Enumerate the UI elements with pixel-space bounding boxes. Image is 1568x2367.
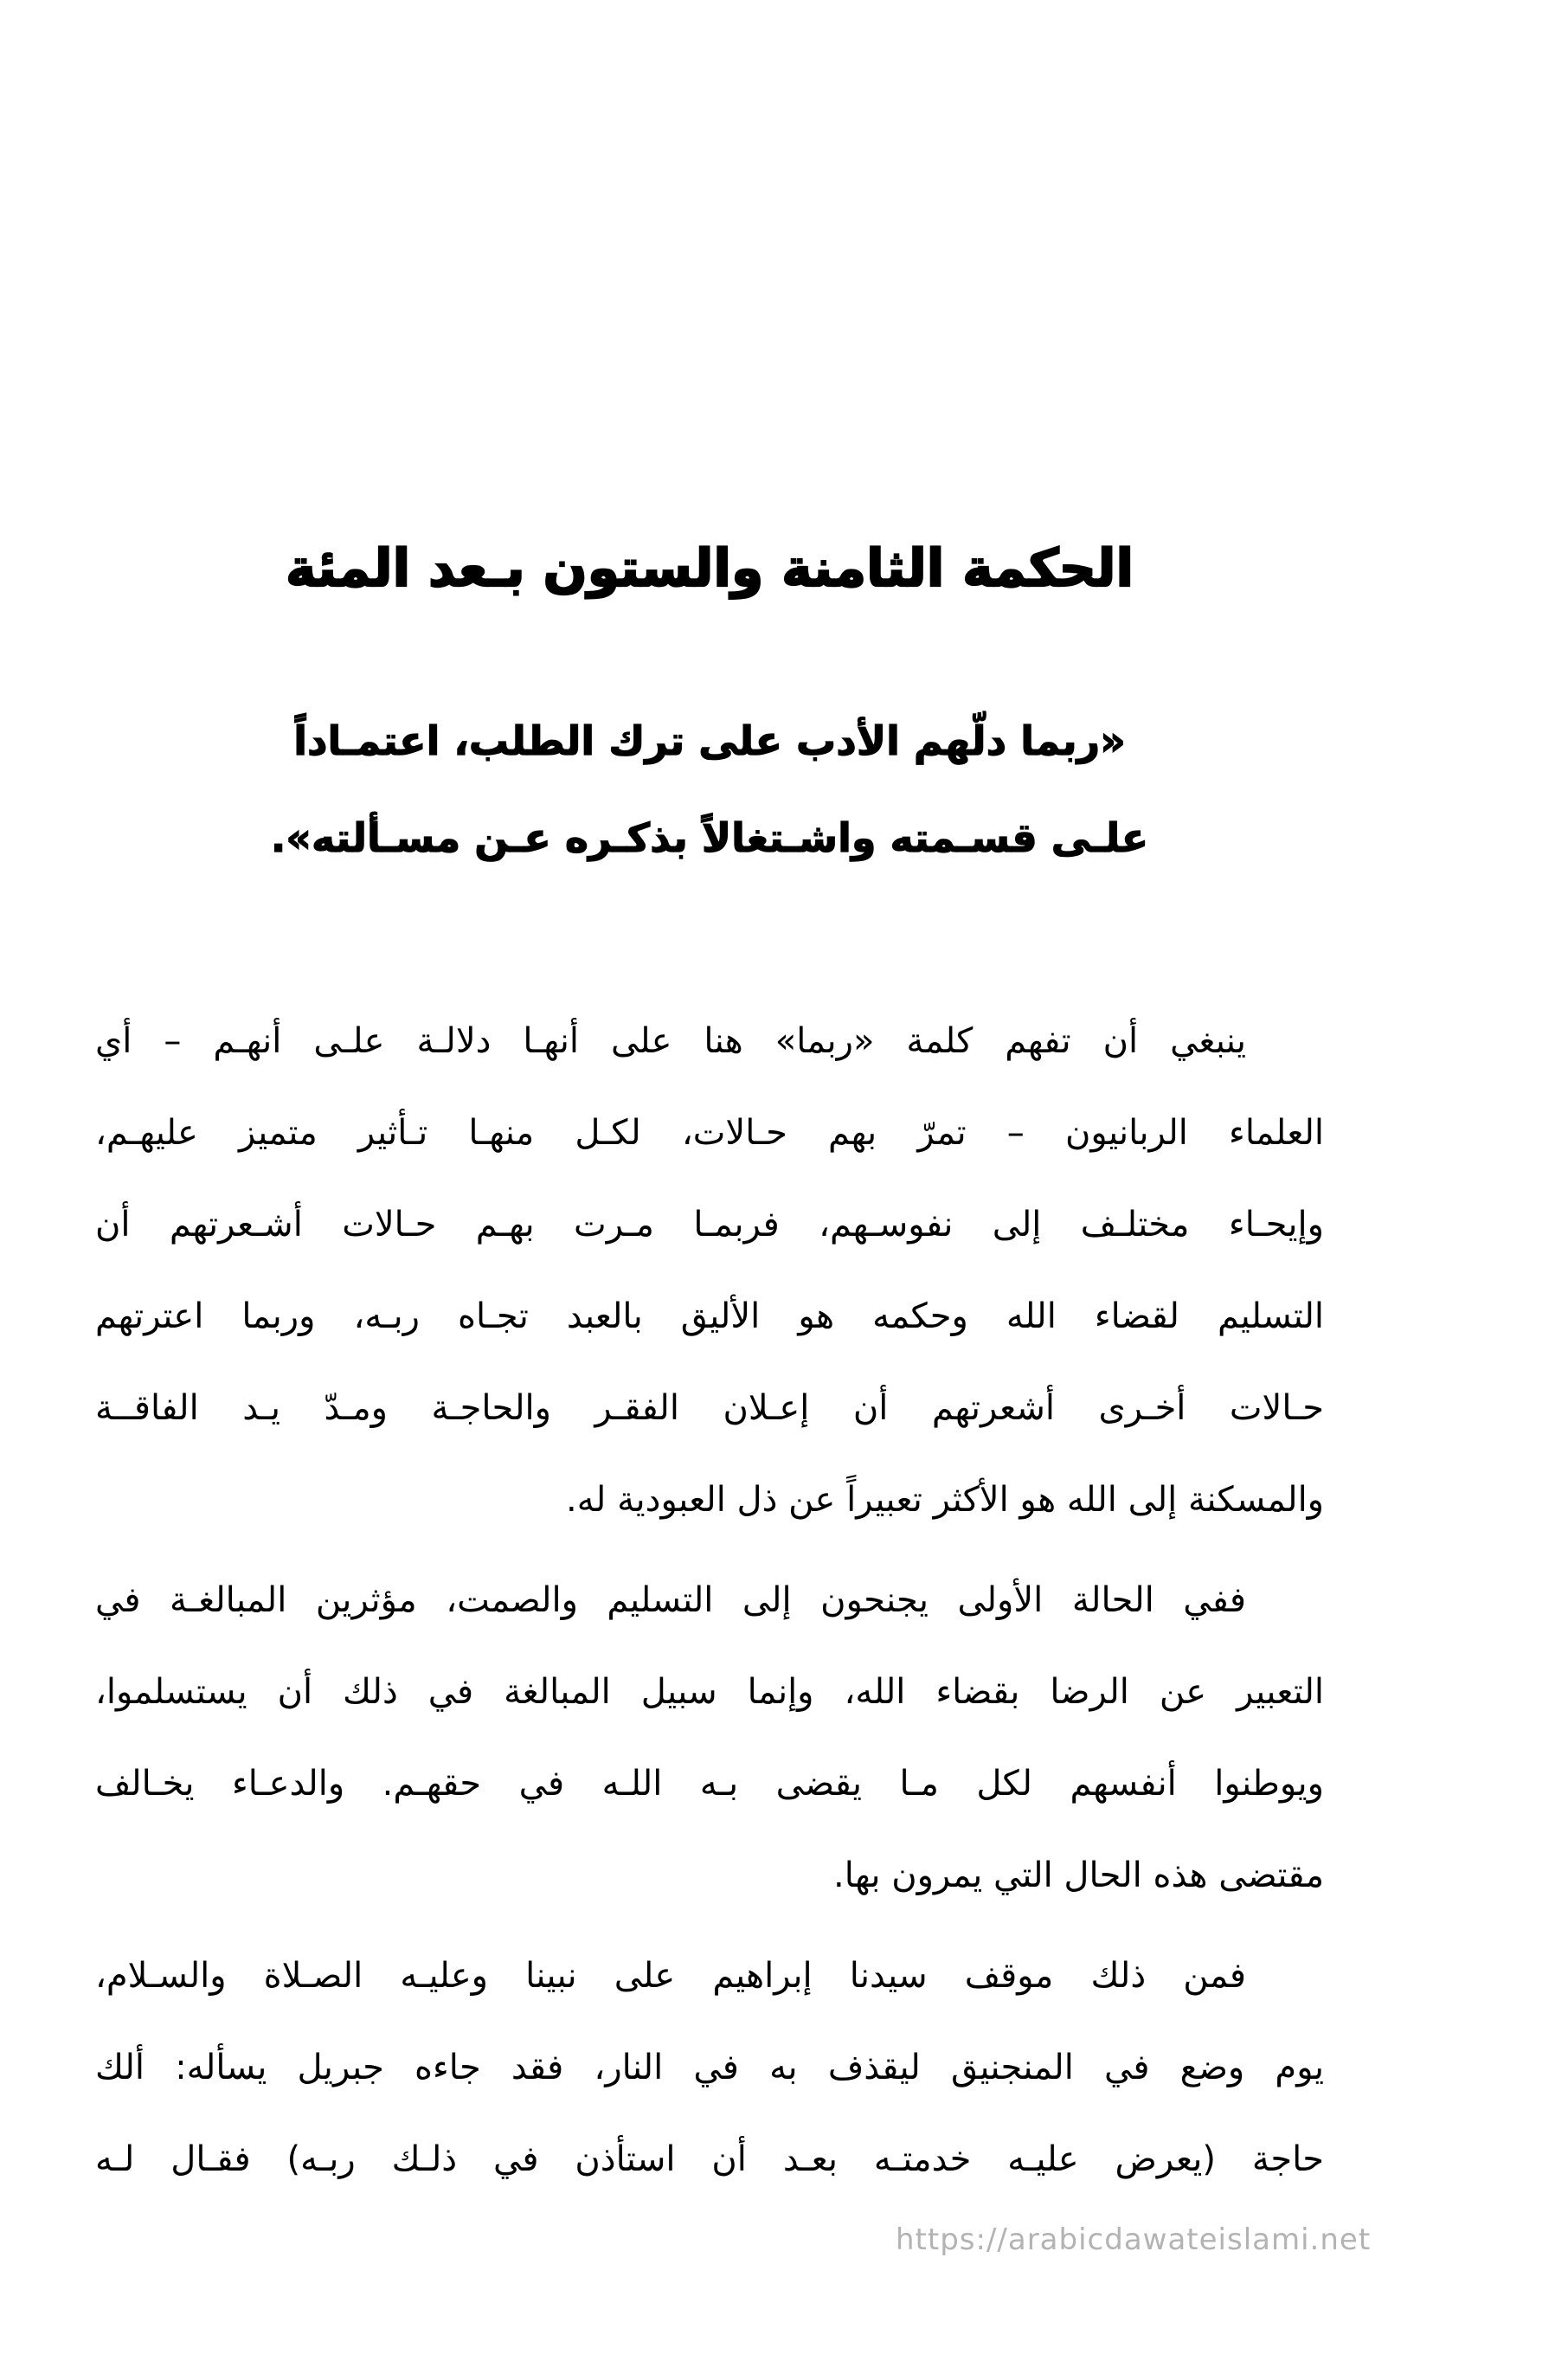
chapter-title: الحكمة الثامنة والستون بـعد المئة xyxy=(285,538,1134,599)
body-line: يوم وضع في المنجنيق ليقذف به في النار، فقد جاءه جبريل يسأله: ألك xyxy=(95,2048,1324,2087)
body-paragraph xyxy=(95,1554,1324,1921)
body-line: ويوطنوا أنفسهم لكل مـا يقضى بـه اللـه في حقهـم. والدعـاء يخـالف xyxy=(95,1764,1324,1804)
body-line: التسليم لقضاء الله وحكمه هو الأليق بالعبد تجـاه ربـه، وربما اعترتهم xyxy=(95,1296,1324,1336)
body-line: وإيحـاء مختلـف إلى نفوسـهم، فربمـا مـرت بهـم حـالات أشـعرتهم أن xyxy=(95,1205,1324,1245)
body-line: والمسكنة إلى الله هو الأكثر تعبيراً عن ذل العبودية له. xyxy=(566,1480,1324,1520)
body-line: مقتضى هذه الحال التي يمرون بها. xyxy=(833,1856,1324,1895)
body-text xyxy=(95,995,1324,2214)
quote-line: علـى قسـمته واشـتغالاً بذكـره عـن مسـألته». xyxy=(270,814,1149,861)
body-line: حـالات أخـرى أشعرتهم أن إعـلان الفقـر والحاجـة ومـدّ يـد الفاقــة xyxy=(95,1388,1324,1428)
body-line: ينبغي أن تفهم كلمة «ربما» هنا على أنهـا دلالـة علـى أنهـم – أي xyxy=(95,1021,1246,1061)
body-paragraph xyxy=(95,995,1324,1546)
quote-line: «ربما دلّهم الأدب على ترك الطلب، اعتمـاداً xyxy=(293,717,1126,764)
body-line: حاجة (يعرض عليـه خدمتـه بعـد أن استأذن في ذلـك ربـه) فقـال لـه xyxy=(95,2139,1324,2179)
body-line: التعبير عن الرضا بقضاء الله، وإنما سبيل المبالغة في ذلك أن يستسلموا، xyxy=(95,1672,1324,1712)
body-line: ففي الحالة الأولى يجنحون إلى التسليم والصمت، مؤثرين المبالغـة في xyxy=(95,1580,1246,1620)
body-line: العلماء الربانيون – تمرّ بهم حـالات، لكـل منهـا تـأثير متميز عليهـم، xyxy=(95,1113,1324,1153)
hikmah-quote xyxy=(95,692,1324,886)
body-paragraph xyxy=(95,1930,1324,2205)
watermark-url: https://arabicdawateislami.net xyxy=(896,2222,1372,2257)
body-line: فمن ذلك موقف سيدنا إبراهيم على نبينا وعليـه الصـلاة والسـلام، xyxy=(95,1956,1246,1996)
